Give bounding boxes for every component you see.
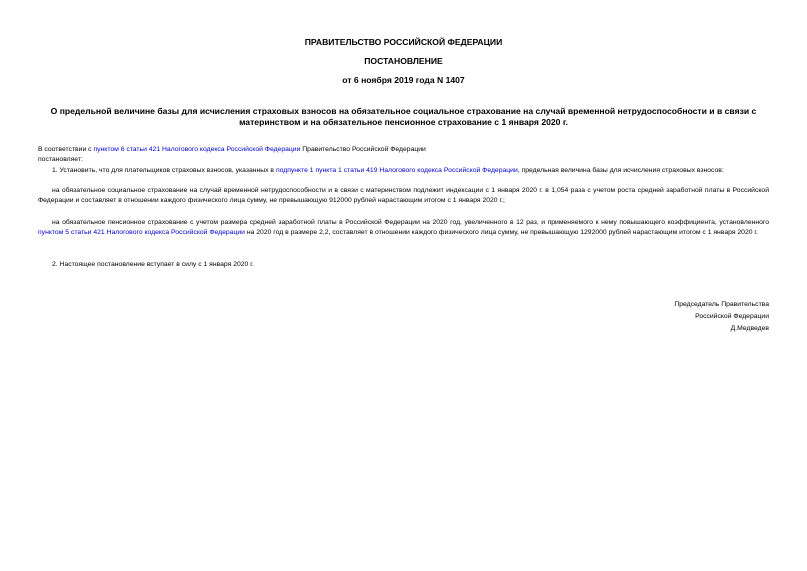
item-1b-link-tax-code[interactable]: пунктом 5 статьи 421 Налогового кодекса Российской Федерации (38, 229, 245, 236)
item-1-social-insurance: на обязательное социальное страхование на случай временной нетрудоспособности и в связи с материнством подлежит индексации с 1 января 2020 г. в 1,054 раза с учетом роста средней заработной платы в Российской Федерации и составляет в отношении каждого физического лица сумму, не превышающую 912000 рублей нарастающим итогом с 1 января 2020 г.; (38, 187, 769, 204)
item-1-text-after: , предельная величина базы для исчисления страховых взносов: (517, 167, 724, 174)
document-page (38, 0, 769, 571)
item-1 (38, 166, 769, 176)
signature-position-line1: Председатель Правительства (674, 301, 769, 308)
item-2: 2. Настоящее постановление вступает в силу с 1 января 2020 г. (52, 261, 254, 268)
item-1-pension-insurance (38, 218, 769, 238)
document-type-heading: ПОСТАНОВЛЕНИЕ (364, 56, 443, 66)
preamble-link-tax-code[interactable]: пунктом 6 статьи 421 Налогового кодекса Российской Федерации (93, 146, 301, 153)
signature-position-line2: Российской Федерации (695, 313, 769, 320)
item-1b-text-after: на 2020 год в размере 2,2, составляет в отношении каждого физического лица сумму, не превышающую 1292000 рублей нарастающим итогом с 1 января 2020 г. (244, 229, 758, 236)
document-date-number: от 6 ноября 2019 года N 1407 (342, 75, 465, 85)
document-title: О предельной величине базы для исчисления страховых взносов на обязательное социальное страхование на случай временной нетрудоспособности и в связи с материнством и на обязательное пенсионное страхование с 1 января 2020 г. (50, 106, 757, 127)
preamble (38, 145, 769, 155)
item-1b-text-before: на обязательное пенсионное страхование с учетом размера средней заработной платы в Российской Федерации на 2020 год, увеличенного в 12 раз, и применяемого к нему повышающего коэффициента, установленного (52, 219, 769, 226)
item-1-link-tax-code[interactable]: подпункте 1 пункта 1 статьи 419 Налогового кодекса Российской Федерации (275, 167, 518, 174)
preamble-text-before: В соответствии с (38, 146, 94, 153)
government-heading: ПРАВИТЕЛЬСТВО РОССИЙСКОЙ ФЕДЕРАЦИИ (304, 37, 503, 47)
item-1-text-before: 1. Установить, что для плательщиков страховых взносов, указанных в (52, 167, 276, 174)
signature-name: Д.Медведев (730, 325, 769, 332)
preamble-text-after: Правительство Российской Федерации (300, 146, 426, 153)
preamble-resolves: постановляет: (38, 156, 83, 163)
